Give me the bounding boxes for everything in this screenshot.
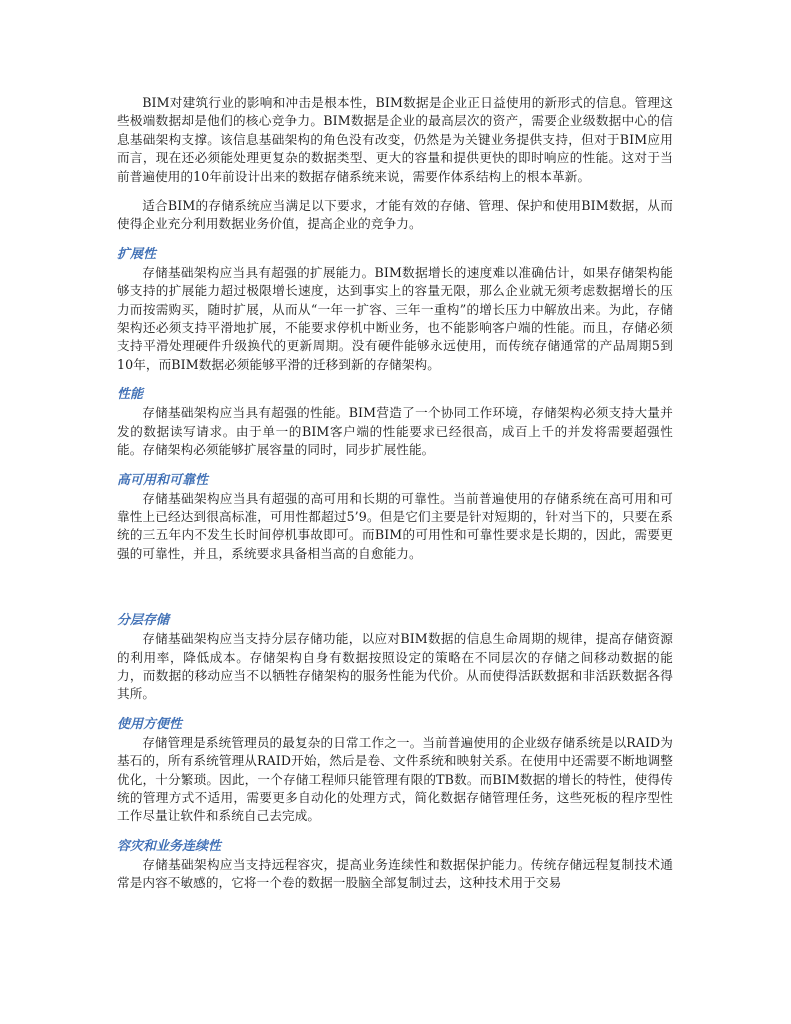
section-text-usability: 存储管理是系统管理员的最复杂的日常工作之一。当前普遍使用的企业级存储系统是以RAID为基石的，所有系统管理从RAID开始，然后是卷、文件系统和映射关系。在使用中还需要不断地调整优化，十分繁琐。因此，一个存储工程师只能管理有限的TB数。而BIM数据的增长的特性，使得传统的管理方式不适用，需要更多自动化的处理方式，简化数据存储管理任务，这些死板的程序型性工作尽量让软件和系统自己去完成。 [117,734,673,824]
section-heading-tiered-storage: 分层存储 [117,613,170,629]
section-text-tiered-storage: 存储基础架构应当支持分层存储功能，以应对BIM数据的信息生命周期的规律，提高存储资源的利用率，降低成本。存储架构自身有数据按照设定的策略在不同层次的存储之间移动数据的能力，而数据的移动应当不以牺牲存储架构的服务性能为代价。从而使得活跃数据和非活跃数据各得其所。 [117,631,673,702]
section-text-disaster-recovery: 存储基础架构应当支持远程容灾，提高业务连续性和数据保护能力。传统存储远程复制技术通常是内容不敏感的，它将一个卷的数据一股脑全部复制过去，这种技术用于交易 [117,856,673,891]
paragraph-spacer [117,186,673,197]
document-page [117,94,673,893]
intro-paragraph-2: 适合BIM的存储系统应当满足以下要求，才能有效的存储、管理、保护和使用BIM数据，从而使得企业充分利用数据业务价值，提高企业的竞争力。 [117,198,673,232]
section-text-performance: 存储基础架构应当具有超强的性能。BIM营造了一个协同工作环境，存储架构必须支持大量并发的数据读写请求。由于单一的BIM客户端的性能要求已经很高，成百上千的并发将需要超强性能。存储架构必须能够扩展容量的同时，同步扩展性能。 [117,405,673,458]
section-heading-usability: 使用方便性 [117,716,183,732]
section-heading-disaster-recovery: 容灾和业务连续性 [117,838,222,854]
section-heading-performance: 性能 [117,387,144,403]
intro-paragraph-1: BIM对建筑行业的影响和冲击是根本性，BIM数据是企业正日益使用的新形式的信息。管理这些极端数据却是他们的核心竞争力。BIM数据是企业的最高层次的资产，需要企业级数据中心的信息基础架构支撑。该信息基础架构的角色没有改变，仍然是为关键业务提供支持，但对于BIM应用而言，现在还必须能处理更复杂的数据类型、更大的容量和提供更快的即时响应的性能。这对于当前普遍使用的10年前设计出来的数据存储系统来说，需要作体系结构上的根本革新。 [117,95,673,184]
section-text-scalability: 存储基础架构应当具有超强的扩展能力。BIM数据增长的速度难以准确估计，如果存储架构能够支持的扩展能力超过极限增长速度，达到事实上的容量无限，那么企业就无须考虑数据增长的压力而按需购买，随时扩展，从而从“一年一扩容、三年一重构”的增长压力中解放出来。为此，存储架构还必须支持平滑地扩展，不能要求停机中断业务，也不能影响客户端的性能。而且，存储必须支持平滑处理硬件升级换代的更新周期。没有硬件能够永远使用，而传统存储通常的产品周期5到10年，而BIM数据必须能够平滑的迁移到新的存储架构。 [117,264,673,372]
blank-spacer [117,563,673,611]
section-heading-scalability: 扩展性 [117,246,157,262]
section-heading-availability: 高可用和可靠性 [117,472,209,488]
section-text-availability: 存储基础架构应当具有超强的高可用和长期的可靠性。当前普遍使用的存储系统在高可用和可靠性上已经达到很高标准，可用性都超过5’9。但是它们主要是针对短期的，针对当下的，只要在系统的三五年内不发生长时间停机事故即可。而BIM的可用性和可靠性要求是长期的，因此，需要更强的可靠性，并且，系统要求具备相当高的自愈能力。 [117,490,673,561]
